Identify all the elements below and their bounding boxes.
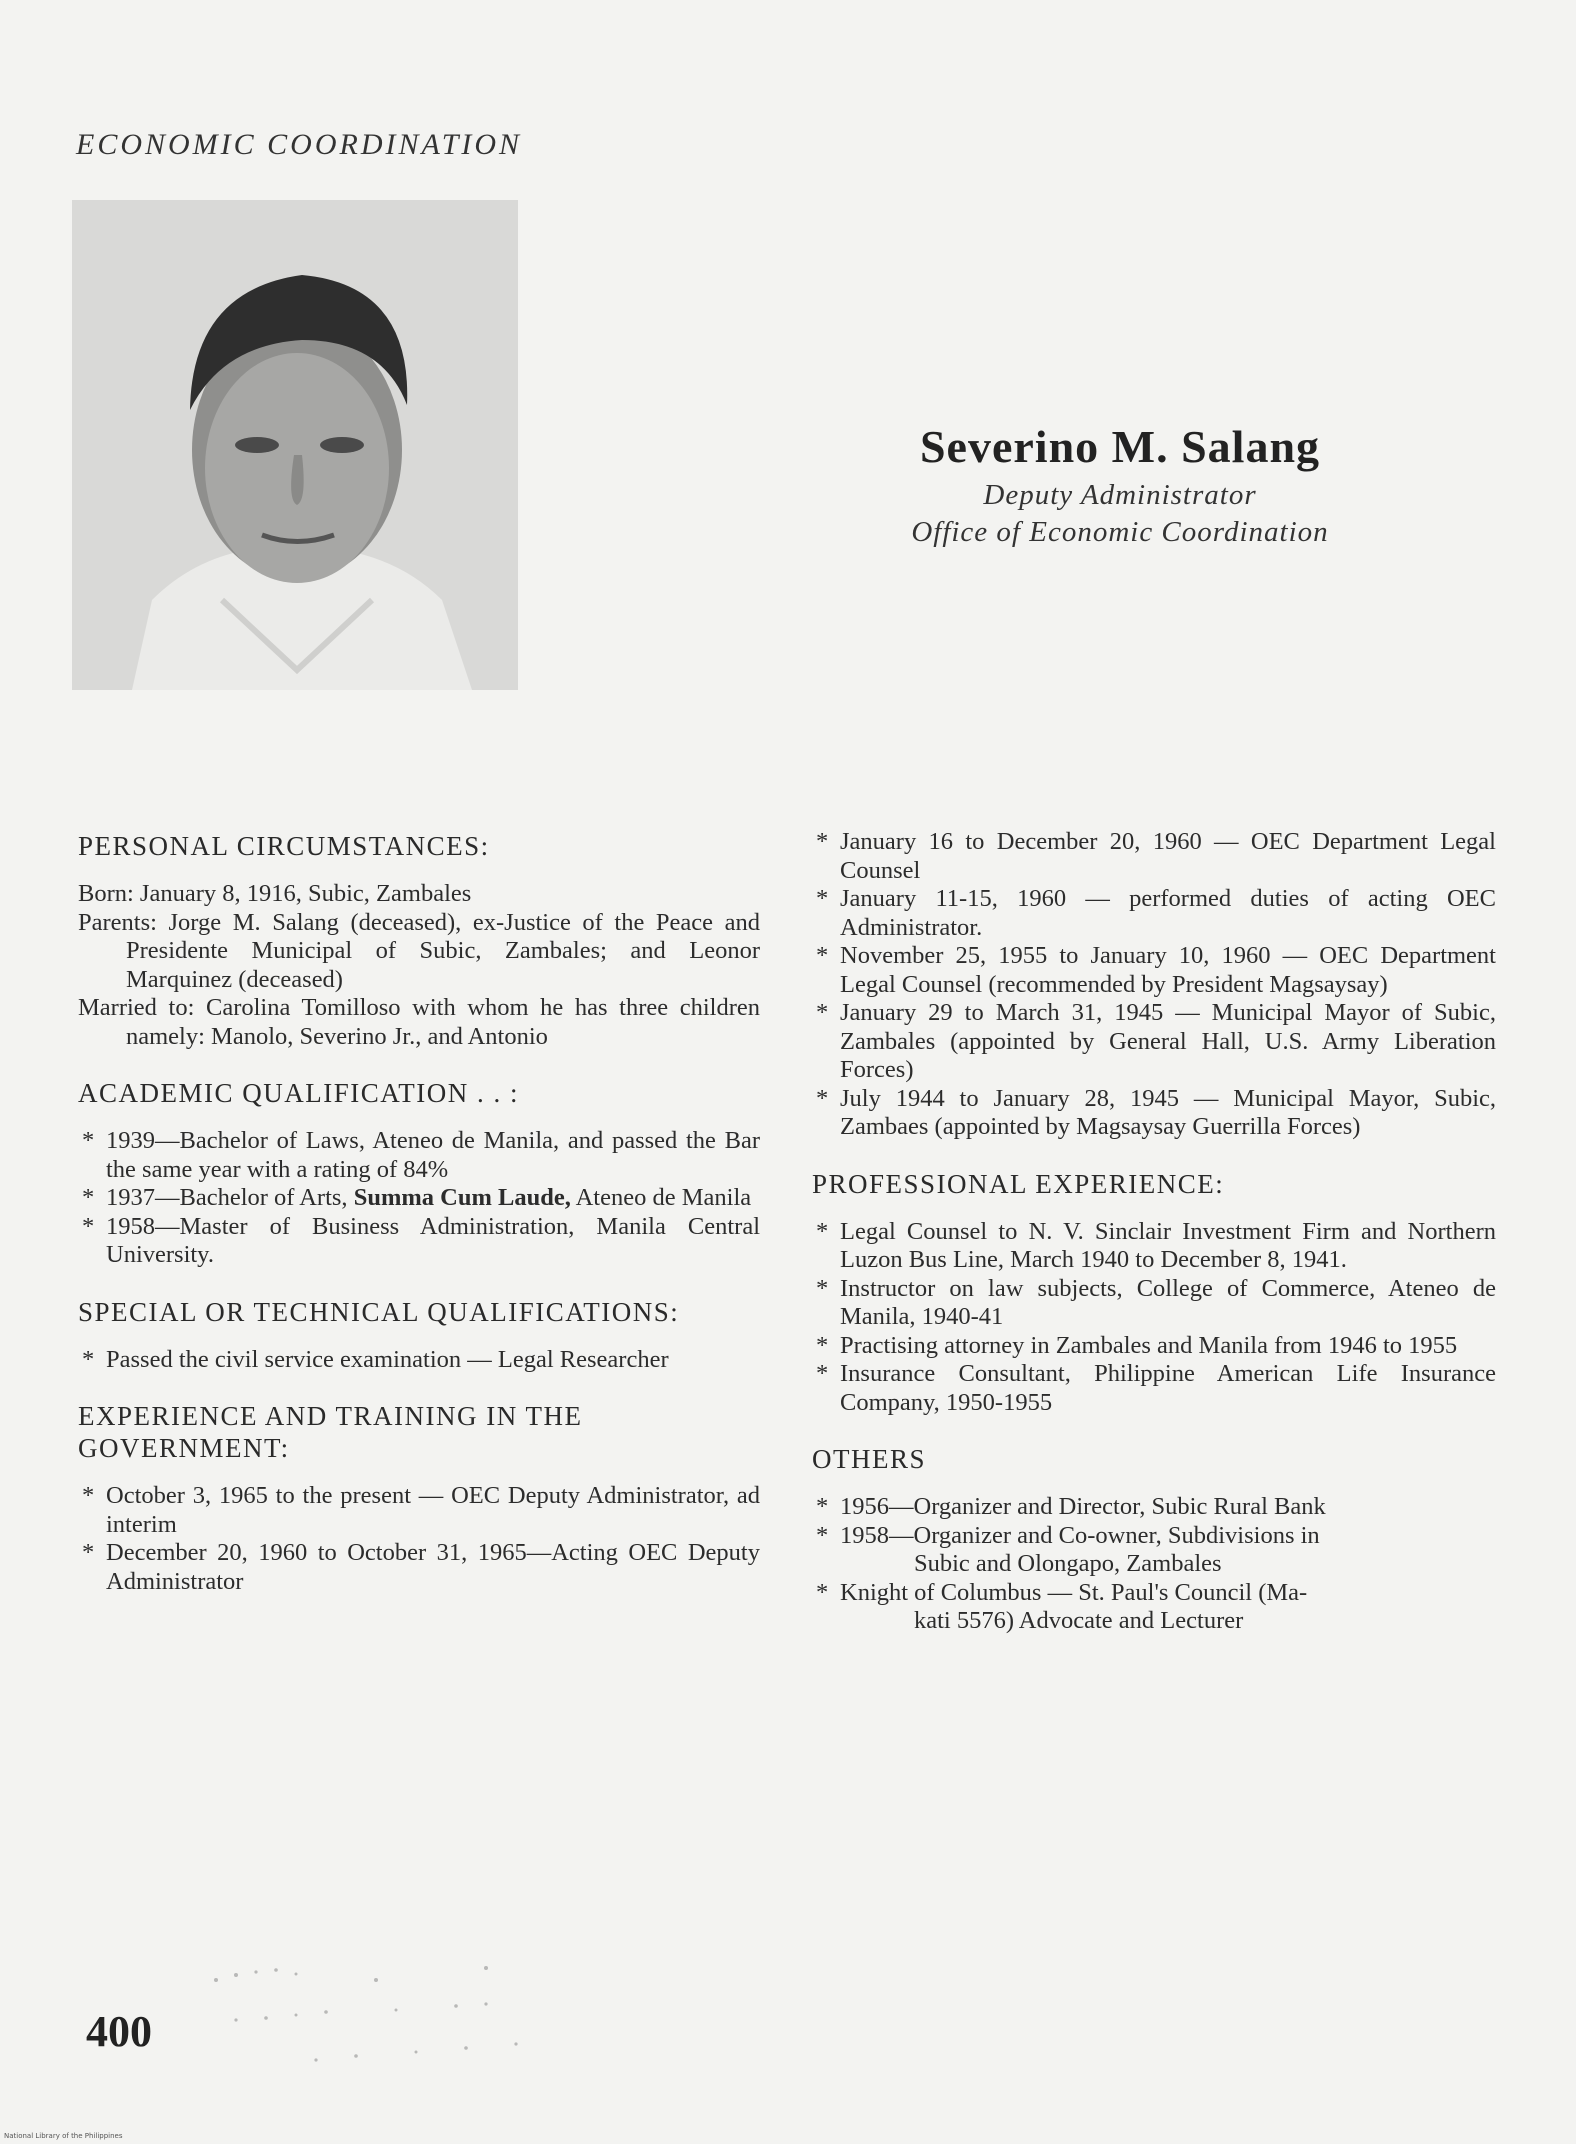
running-title: ECONOMIC COORDINATION [76, 128, 523, 161]
honor-text: Summa Cum Laude, [353, 1184, 571, 1211]
government-heading: EXPERIENCE AND TRAINING IN THE GOVERNMENT: [78, 1401, 583, 1463]
married-line: Married to: Carolina Tomilloso with whom he has three children namely: Manolo, Severino Jr., and Antonio [78, 994, 760, 1050]
left-column [78, 830, 760, 1622]
list-item: * Insurance Consultant, Philippine American Life Insurance Company, 1950-1955 [816, 1360, 1496, 1416]
profile-heading [760, 420, 1480, 549]
government-continued [812, 828, 1496, 1142]
others-heading: OTHERS [812, 1444, 927, 1474]
list-item: * Practising attorney in Zambales and Manila from 1946 to 1955 [816, 1331, 1458, 1359]
special-heading: SPECIAL OR TECHNICAL QUALIFICATIONS: [78, 1296, 680, 1327]
list-item: * 1956—Organizer and Director, Subic Rural Bank [816, 1493, 1326, 1520]
academic-section [78, 1077, 760, 1270]
page-number: 400 [86, 2007, 152, 2056]
list-item: * October 3, 1965 to the present — OEC Deputy Administrator, ad interim [82, 1482, 760, 1538]
faded-stamp-marks [196, 1960, 576, 2090]
list-item: * July 1944 to January 28, 1945 — Municipal Mayor, Subic, Zambaes (appointed by Magsaysay Guerrilla Forces) [816, 1084, 1496, 1140]
personal-heading: PERSONAL CIRCUMSTANCES: [78, 831, 490, 861]
list-item: * 1937—Bachelor of Arts, Summa Cum Laude, Ateneo de Manila [82, 1184, 752, 1211]
list-item: * November 25, 1955 to January 10, 1960 — OEC Department Legal Counsel (recommended by President Magsaysay) [816, 942, 1496, 998]
person-role: Deputy Administrator [983, 479, 1257, 511]
born-line: Born: January 8, 1916, Subic, Zambales [78, 880, 472, 907]
list-item: * Knight of Columbus — St. Paul's Council (Ma- kati 5576) Advocate and Lecturer [816, 1578, 1308, 1634]
list-item: * Passed the civil service examination — Legal Researcher [82, 1345, 669, 1373]
professional-section [812, 1168, 1496, 1418]
personal-section [78, 830, 760, 1051]
list-item: * Legal Counsel to N. V. Sinclair Investment Firm and Northern Luzon Bus Line, March 1940 to December 8, 1941. [816, 1217, 1496, 1273]
person-office: Office of Economic Coordination [911, 516, 1329, 548]
government-section [78, 1400, 760, 1596]
professional-heading: PROFESSIONAL EXPERIENCE: [812, 1168, 1225, 1199]
academic-heading: ACADEMIC QUALIFICATION . . : [78, 1078, 519, 1108]
parents-line: Parents: Jorge M. Salang (deceased), ex-Justice of the Peace and Presidente Municipal of Subic, Zambales; and Leonor Marquinez (deceased) [78, 908, 760, 993]
person-name: Severino M. Salang [919, 421, 1321, 472]
list-item: * 1939—Bachelor of Laws, Ateneo de Manila, and passed the Bar the same year with a rating of 84% [82, 1127, 760, 1183]
portrait-photo [72, 200, 518, 690]
list-item: * January 11-15, 1960 — performed duties of acting OEC Administrator. [816, 885, 1496, 941]
list-item: * January 16 to December 20, 1960 — OEC Department Legal Counsel [816, 828, 1496, 884]
special-section [78, 1296, 760, 1375]
others-section [812, 1443, 1496, 1636]
right-column [812, 828, 1496, 1662]
list-item: * January 29 to March 31, 1945 — Municipal Mayor of Subic, Zambales (appointed by General Hall, U.S. Army Liberation Forces) [816, 999, 1496, 1083]
list-item: * Instructor on law subjects, College of Commerce, Ateneo de Manila, 1940-41 [816, 1274, 1496, 1330]
list-item: * December 20, 1960 to October 31, 1965—Acting OEC Deputy Administrator [82, 1539, 760, 1595]
list-item: * 1958—Master of Business Administration, Manila Central University. [82, 1212, 760, 1268]
footer-credit: National Library of the Philippines [4, 2132, 123, 2140]
list-item: * 1958—Organizer and Co-owner, Subdivisions in Subic and Olongapo, Zambales [816, 1521, 1320, 1577]
